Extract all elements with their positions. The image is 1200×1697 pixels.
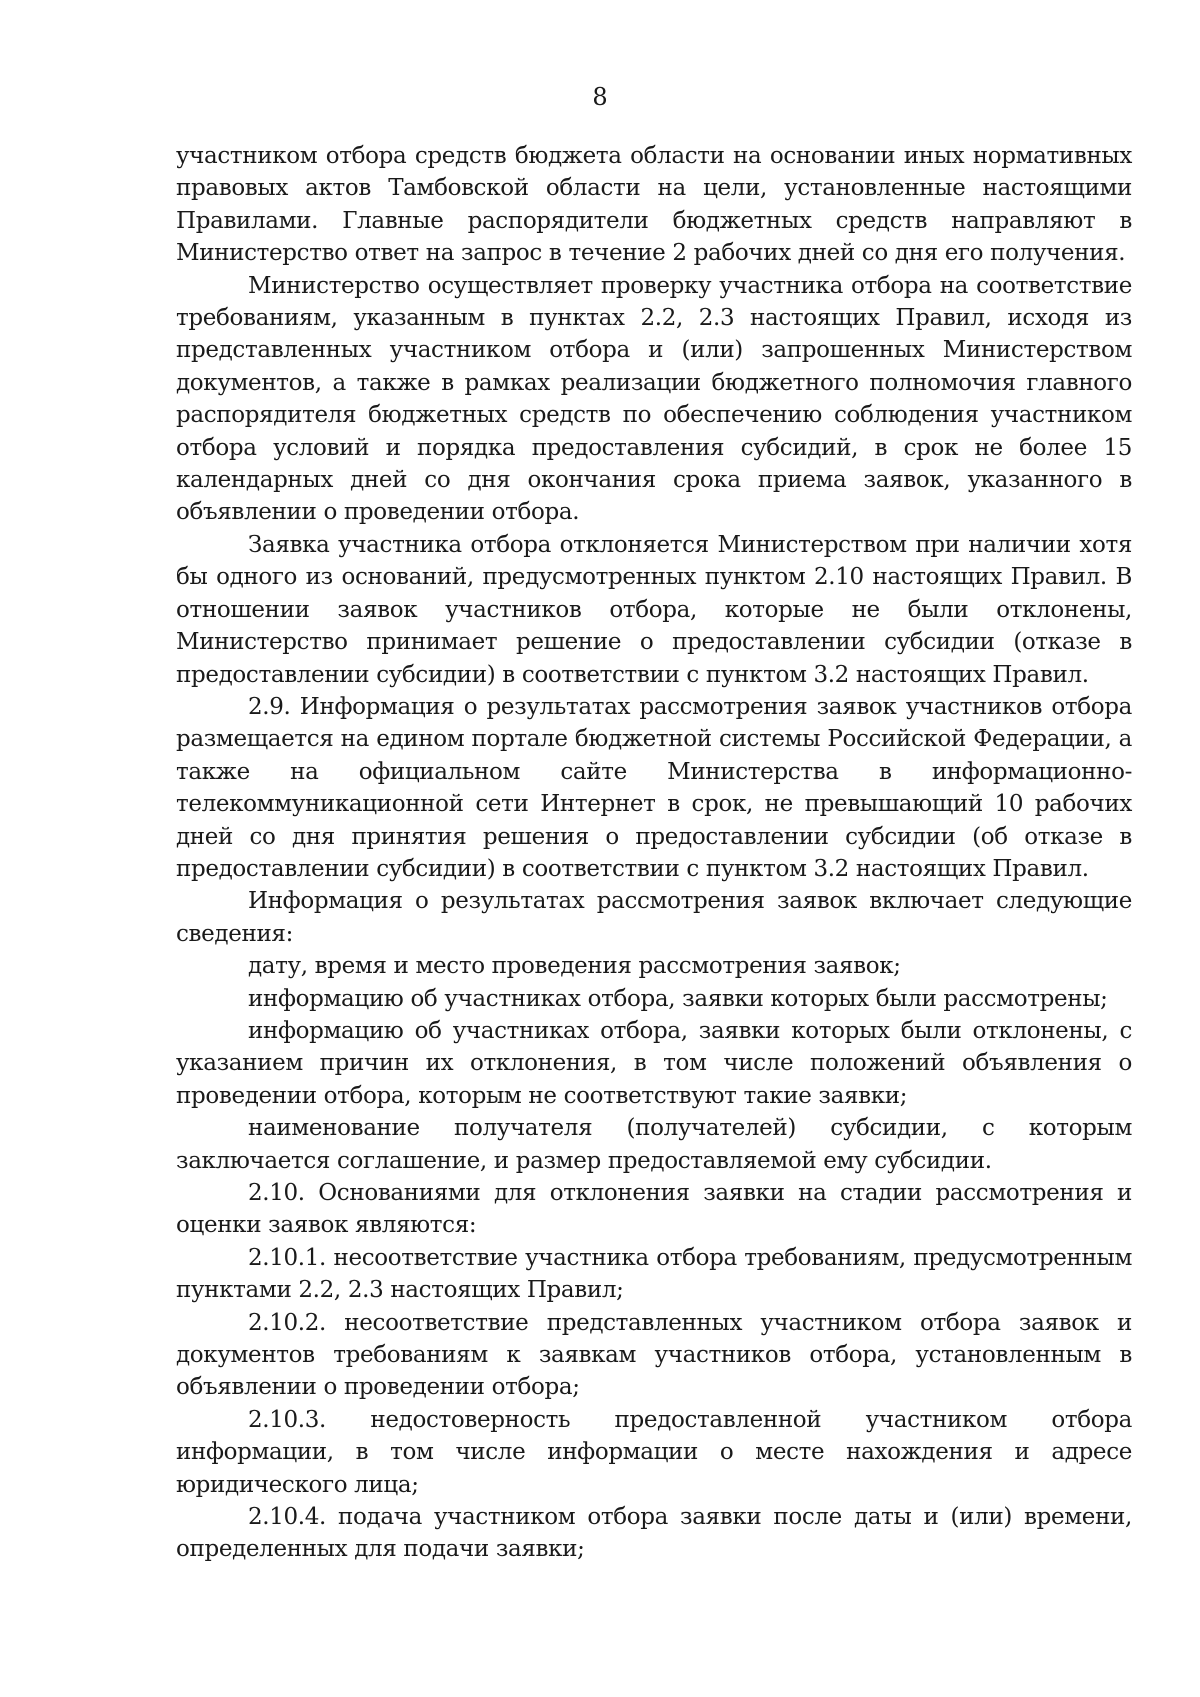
paragraph: информацию об участниках отбора, заявки которых были отклонены, с указанием причин их отклонения, в том числе положений объявления о проведении отбора, которым не соответствуют такие заявки;: [176, 1017, 1132, 1109]
paragraph: Информация о результатах рассмотрения заявок включает следующие сведения:: [176, 888, 1132, 947]
paragraph: наименование получателя (получателей) субсидии, с которым заключается соглашение, и размер предоставляемой ему субсидии.: [176, 1115, 1132, 1174]
paragraph: дату, время и место проведения рассмотрения заявок;: [248, 953, 901, 980]
paragraph: 2.9. Информация о результатах рассмотрения заявок участников отбора размещается на едином портале бюджетной системы Российской Федерации, а также на официальном сайте Министерства в информационно-телекоммуникационной сети Интернет в срок, не превышающий 10 рабочих дней со дня принятия решения о предоставлении субсидии (об отказе в предоставлении субсидии) в соответствии с пунктом 3.2 настоящих Правил.: [176, 693, 1132, 882]
paragraph: 2.10.3. недостоверность предоставленной участником отбора информации, в том числе информации о месте нахождения и адресе юридического лица;: [176, 1406, 1132, 1498]
paragraph: 2.10.2. несоответствие представленных участником отбора заявок и документов требованиям к заявкам участников отбора, установленным в объявлении о проведении отбора;: [176, 1309, 1132, 1401]
document-body: [176, 140, 1132, 1566]
paragraph: Министерство осуществляет проверку участника отбора на соответствие требованиям, указанным в пунктах 2.2, 2.3 настоящих Правил, исходя из представленных участником отбора и (или) запрошенных Министерством документов, а также в рамках реализации бюджетного полномочия главного распорядителя бюджетных средств по обеспечению соблюдения участником отбора условий и порядка предоставления субсидий, в срок не более 15 календарных дней со дня окончания срока приема заявок, указанного в объявлении о проведении отбора.: [176, 272, 1132, 526]
paragraph: 2.10. Основаниями для отклонения заявки на стадии рассмотрения и оценки заявок являются:: [176, 1180, 1132, 1239]
paragraph: 2.10.1. несоответствие участника отбора требованиям, предусмотренным пунктами 2.2, 2.3 настоящих Правил;: [176, 1244, 1132, 1304]
page-number: 8: [592, 83, 608, 111]
paragraph: участником отбора средств бюджета области на основании иных нормативных правовых актов Тамбовской области на цели, установленные настоящими Правилами. Главные распорядители бюджетных средств направляют в Министерство ответ на запрос в течение 2 рабочих дней со дня его получения.: [176, 143, 1132, 267]
paragraph: 2.10.4. подача участником отбора заявки после даты и (или) времени, определенных для подачи заявки;: [176, 1504, 1132, 1563]
paragraph: Заявка участника отбора отклоняется Министерством при наличии хотя бы одного из оснований, предусмотренных пунктом 2.10 настоящих Правил. В отношении заявок участников отбора, которые не были отклонены, Министерство принимает решение о предоставлении субсидии (отказе в предоставлении субсидии) в соответствии с пунктом 3.2 настоящих Правил.: [176, 531, 1132, 688]
paragraph: информацию об участниках отбора, заявки которых были рассмотрены;: [248, 985, 1108, 1012]
